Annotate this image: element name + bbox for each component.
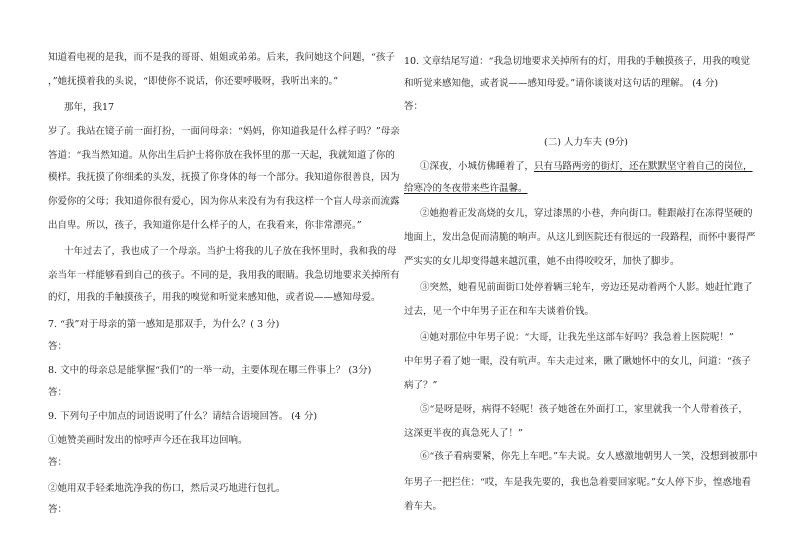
answer-label: 答：: [48, 504, 68, 515]
answer-label: 答：: [48, 387, 68, 398]
story-line: ⑤“是呀是呀，病得不轻呢！孩子她爸在外面打工，家里就我一个人带着孩子，: [420, 404, 748, 415]
paragraph-1-line: [420, 161, 753, 173]
passage-line: 答道：“我当然知道。从你出生后护士将你放在我怀里的那一天起，我就知道了你的: [48, 150, 395, 161]
story-line: ⑥“孩子看病要紧，你先上车吧。”车夫说。女人感激地朝男人一笑，没想到被那中: [420, 451, 758, 462]
question-7: 7. “我”对于母亲的第一感知是那双手，为什么？( 3 分): [48, 319, 280, 330]
paragraph-1-start: ①深夜，小城仿佛睡着了，: [420, 161, 535, 172]
question-10: 10. 文章结尾写道：“我急切地要求关掉所有的灯，用我的手触摸孩子，用我的嗅觉: [404, 56, 750, 67]
story-line: 严实实的女儿却变得越来越沉重，她不由得咬咬牙，加快了脚步。: [404, 256, 680, 267]
answer-label: 答：: [404, 101, 424, 112]
underlined-sentence: 只有马路两旁的街灯，还在默默坚守着自己的岗位，: [534, 161, 753, 172]
paragraph-1-line: [404, 183, 528, 195]
story-line: ③突然，她看见前面街口处停着辆三轮车，旁边还晃动着两个人影。她赶忙跑了: [420, 282, 753, 293]
passage-line: 岁了。我站在镜子前一面打扮，一面问母亲：“妈妈，你知道我是什么样子吗？”母亲: [48, 126, 400, 137]
passage-line: 模样。我抚摸了你细柔的头发，抚摸了你身体的每一个部分。我知道你很善良，因为: [48, 172, 400, 183]
underlined-sentence: 给寒冷的冬夜带来些许温馨。: [404, 183, 528, 194]
question-9-sentence-1: ①她赞美画时发出的惊呼声今还在我耳边回响。: [48, 435, 248, 446]
passage-line: 出自卑。所以，孩子，我知道你是什么样子的人，在我看来，你非常漂亮。”: [48, 220, 362, 231]
passage-line: 亲当年一样能够看到自己的孩子。不同的是，我用我的眼睛。我急切地要求关掉所有: [48, 270, 400, 281]
question-10-cont: 和听觉来感知他，或者说——感知母爱。”请你谈谈对这句话的理解。 (4 分): [404, 78, 719, 89]
passage-line: 你爱你的父母；我知道你很有爱心，因为你从来没有为有我这样一个盲人母亲而流露: [48, 196, 400, 207]
story-line: ④她对那位中年男子说：“大哥，让我先坐这部车好吗？我急着上医院呢！”: [420, 332, 734, 343]
story-line: 过去，见一个中年男子正在和车夫谈着价钱。: [404, 306, 595, 317]
question-9-sentence-2: ②她用双手轻柔地洗净我的伤口，然后灵巧地进行包扎。: [48, 483, 286, 494]
story-line: 病了？”: [404, 380, 438, 391]
story-line: 这深更半夜的真急死人了！”: [404, 428, 523, 439]
passage-line: 十年过去了，我也成了一个母亲。当护士将我的儿子放在我怀里时，我和我的母: [64, 246, 397, 257]
passage-line: 知道看电视的是我，而不是我的哥哥、姐姐或弟弟。后来，我问她这个问题，“孩子: [48, 52, 395, 63]
passage-line: 那年，我17: [64, 102, 115, 113]
story-line: 地面上，发出急促而清脆的响声。从这儿到医院还有很远的一段路程，而怀中裹得严: [404, 232, 756, 243]
question-9: 9. 下列句子中加点的词语说明了什么？请结合语境回答。 (4 分): [48, 411, 318, 422]
story-line: 着车夫。: [404, 501, 443, 512]
passage-line: ，”她抚摸着我的头说，“即使你不说话，你还要呼吸呀，我听出来的。”: [48, 76, 339, 87]
question-8: 8. 文中的母亲总是能掌握“我们”的一举一动，主要体现在哪三件事上？ (3分): [48, 365, 372, 376]
section-title: (二) 人力车夫 (9分): [544, 137, 628, 148]
story-line: 中年男子看了她一眼，没有吭声。车夫走过来，瞅了瞅她怀中的女儿，问道：“孩子: [404, 356, 751, 367]
passage-line: 的灯，用我的手触摸孩子，用我的嗅觉和听觉来感知他，或者说——感知母爱。: [48, 292, 381, 303]
story-line: ②她抱着正发高烧的女儿，穿过漆黑的小巷，奔向街口。鞋跟敲打在冻得坚硬的: [420, 208, 753, 219]
story-line: 年男子一把拦住：“哎，车是我先要的，我也急着要回家呢。”女人停下步，惶惑地看: [404, 477, 751, 488]
answer-label: 答：: [48, 457, 68, 468]
answer-label: 答：: [48, 341, 68, 352]
